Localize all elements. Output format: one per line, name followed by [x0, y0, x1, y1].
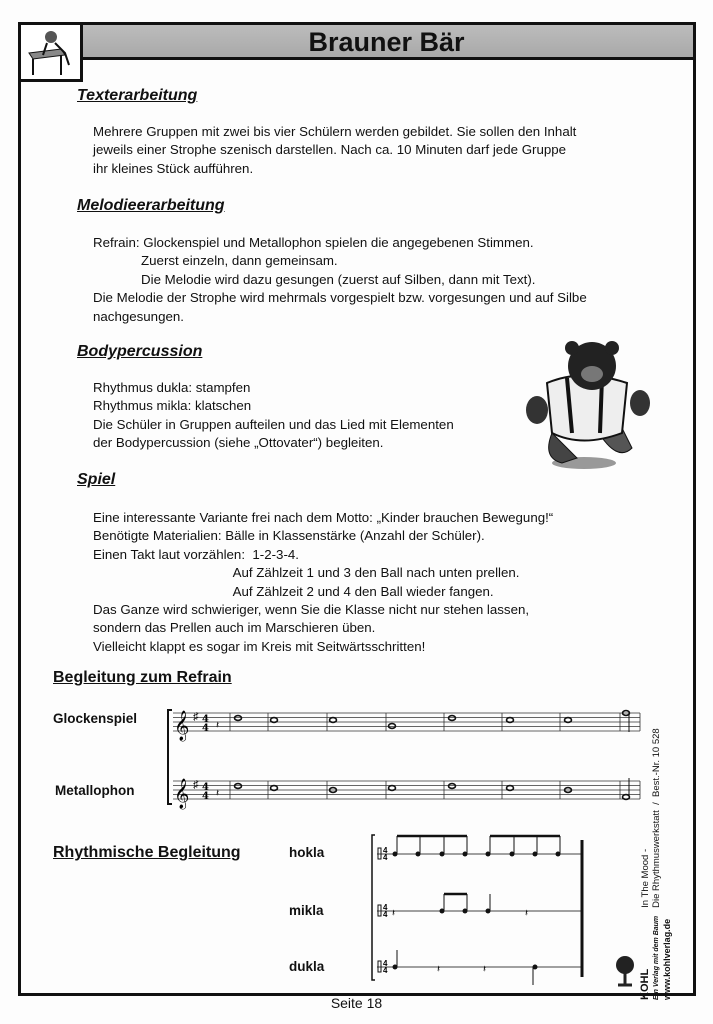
- text-line: Auf Zählzeit 1 und 3 den Ball nach unten prellen.: [93, 565, 520, 581]
- refrain-score: [160, 700, 650, 815]
- svg-text:♯: ♯: [193, 779, 199, 791]
- svg-text:𝄽: 𝄽: [216, 720, 220, 731]
- svg-text:𝄽: 𝄽: [483, 964, 487, 975]
- voice-label-dukla: dukla: [289, 959, 325, 974]
- spiel-text: [93, 509, 553, 656]
- musician-illustration-icon: [18, 22, 83, 82]
- heading-begleitung-refrain: Begleitung zum Refrain: [53, 669, 232, 686]
- svg-text:𝄞: 𝄞: [174, 779, 190, 809]
- text-line: Die Melodie wird dazu gesungen (zuerst auf Silben, dann mit Text).: [93, 271, 536, 287]
- voice-label-hokla: hokla: [289, 845, 325, 860]
- text-line: nachgesungen.: [93, 308, 184, 324]
- bear-illustration: [522, 338, 657, 473]
- heading-spiel: Spiel: [77, 471, 116, 488]
- svg-text:4: 4: [202, 714, 209, 725]
- svg-text:♯: ♯: [193, 711, 199, 723]
- svg-text:𝄽: 𝄽: [437, 964, 441, 975]
- instrument-label-glockenspiel: Glockenspiel: [53, 711, 138, 726]
- melodieerarbeitung-text: [93, 234, 587, 326]
- text-line: Vielleicht klappt es sogar im Kreis mit Seitwärtsschritten!: [93, 638, 426, 654]
- publisher-imprint: [640, 728, 673, 1000]
- text-line: Eine interessante Variante frei nach dem Motto: „Kinder brauchen Bewegung!“: [93, 510, 554, 525]
- svg-text:4: 4: [383, 846, 388, 855]
- svg-text:𝄽: 𝄽: [525, 908, 529, 919]
- svg-text:4: 4: [383, 903, 388, 912]
- page-number: Seite 18: [330, 995, 383, 1011]
- bodypercussion-text: [93, 379, 454, 453]
- text-line: der Bodypercussion (siehe „Ottovater“) begleiten.: [93, 435, 384, 451]
- tree-logo-icon: [614, 955, 636, 987]
- text-line: Benötigte Materialien: Bälle in Klassenstärke (Anzahl der Schüler).: [93, 528, 485, 544]
- heading-bodypercussion: Bodypercussion: [77, 343, 203, 360]
- svg-text:4: 4: [202, 723, 209, 734]
- heading-texterarbeitung: Texterarbeitung: [77, 87, 198, 104]
- text-line: sondern das Prellen auch im Marschieren üben.: [93, 620, 376, 636]
- svg-text:4: 4: [202, 791, 209, 802]
- text-line: Zuerst einzeln, dann gemeinsam.: [93, 253, 338, 269]
- book-title-line1: In The Mood -: [640, 848, 651, 908]
- text-line: Die Melodie der Strophe wird mehrmals vorgespielt bzw. vorgesungen und auf Silbe: [93, 290, 587, 306]
- text-line: Rhythmus dukla: stampfen: [93, 380, 251, 395]
- text-line: Die Schüler in Gruppen aufteilen und das Lied mit Elementen: [93, 416, 454, 432]
- text-line: ihr kleines Stück aufführen.: [93, 160, 254, 176]
- text-line: Einen Takt laut vorzählen: 1-2-3-4.: [93, 546, 299, 562]
- heading-rhythmische-begleitung: Rhythmische Begleitung: [53, 844, 241, 861]
- svg-text:4: 4: [383, 853, 388, 862]
- text-line: Mehrere Gruppen mit zwei bis vier Schülern werden gebildet. Sie sollen den Inhalt: [93, 124, 577, 139]
- publisher-name: KOHL: [639, 968, 651, 1000]
- svg-text:4: 4: [383, 959, 388, 968]
- publisher-url[interactable]: www.kohlverlag.de: [662, 918, 672, 1000]
- text-line: Das Ganze wird schwieriger, wenn Sie die Klasse nicht nur stehen lassen,: [93, 601, 530, 617]
- text-line: Rhythmus mikla: klatschen: [93, 398, 252, 414]
- text-line: Auf Zählzeit 2 und 4 den Ball wieder fangen.: [93, 583, 494, 599]
- heading-melodieerarbeitung: Melodieerarbeitung: [77, 197, 225, 214]
- text-line: jeweils einer Strophe szenisch darstellen. Nach ca. 10 Minuten darf jede Gruppe: [93, 142, 567, 158]
- svg-text:4: 4: [383, 910, 388, 919]
- svg-text:4: 4: [383, 966, 388, 975]
- svg-text:𝄽: 𝄽: [216, 788, 220, 799]
- svg-text:4: 4: [202, 782, 209, 793]
- texterarbeitung-text: [93, 123, 576, 178]
- page-title: Brauner Bär: [308, 27, 465, 57]
- publisher-tagline: Ein Verlag mit dem Baum: [653, 915, 660, 1000]
- book-title-line2: Die Rhythmuswerkstatt / Best.-Nr. 10 528: [651, 728, 662, 908]
- instrument-label-metallophon: Metallophon: [55, 783, 135, 798]
- voice-label-mikla: mikla: [289, 903, 324, 918]
- svg-text:𝄞: 𝄞: [174, 711, 190, 741]
- rhythm-score: [365, 830, 595, 985]
- svg-text:𝄽: 𝄽: [392, 908, 396, 919]
- text-line: Refrain: Glockenspiel und Metallophon spielen die angegebenen Stimmen.: [93, 235, 534, 250]
